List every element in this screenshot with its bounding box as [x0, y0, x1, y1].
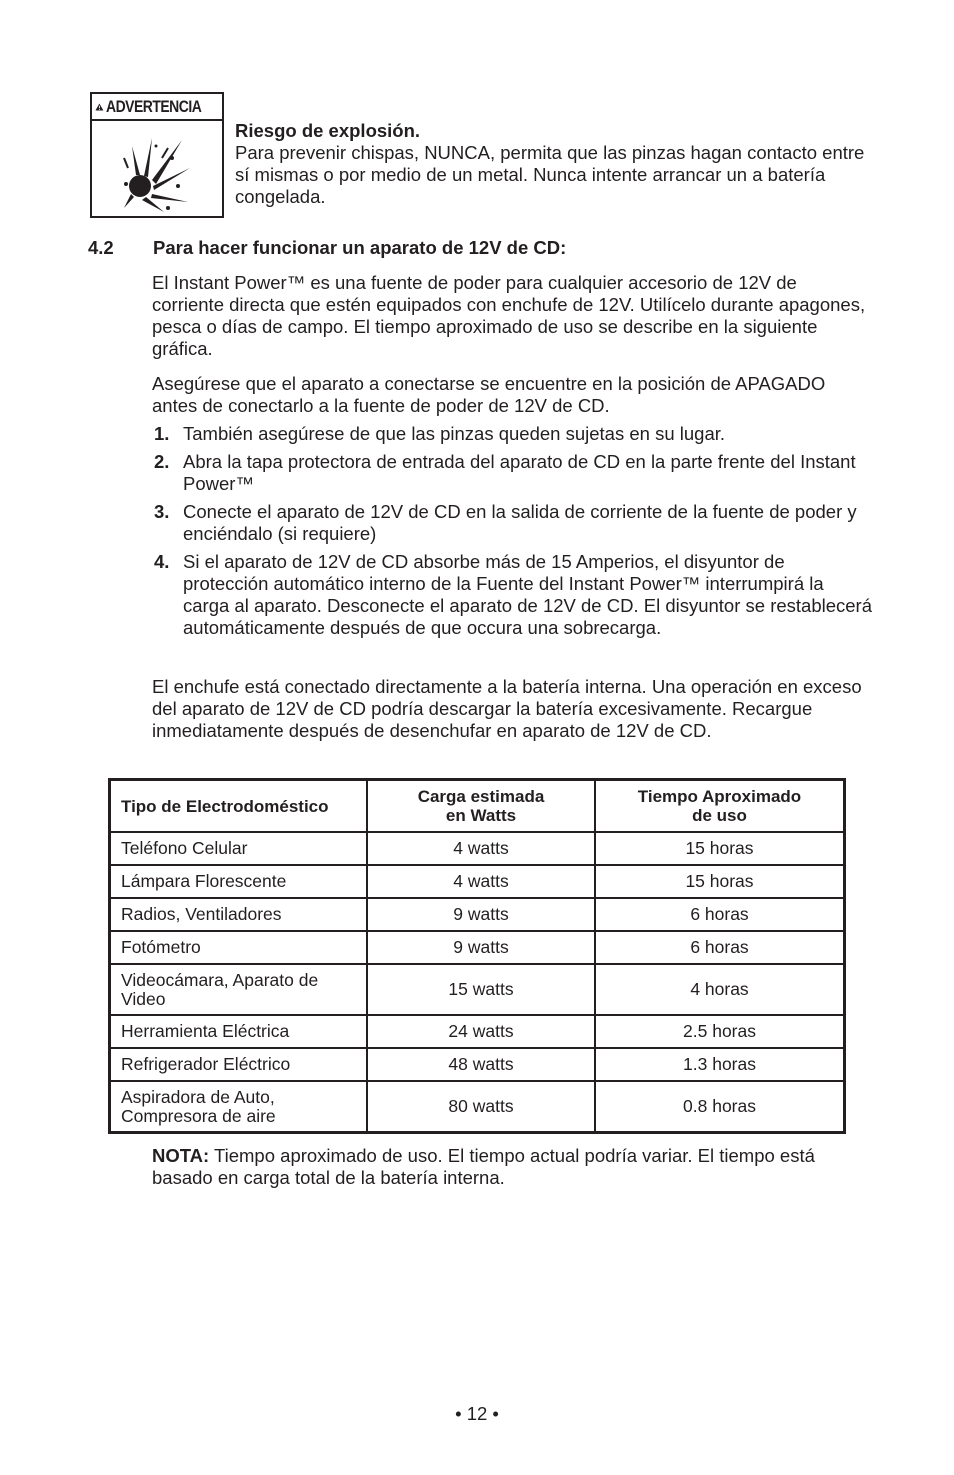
closing-paragraph: El enchufe está conectado directamente a la batería interna. Una operación en exceso del aparato de 12V de CD podría descargar la batería excesivamente. Recargue inmediatamente después de desenchufar en aparato de 12V de CD. — [152, 676, 862, 741]
warning-title: Riesgo de explosión. — [235, 120, 421, 141]
cell-time: 6 horas — [595, 931, 845, 964]
warning-body: Para prevenir chispas, NUNCA, permita que las pinzas hagan contacto entre sí mismas o por medio de un metal. Nunca intente arrancar un a batería congelada. — [235, 142, 865, 207]
cell-appliance: Refrigerador Eléctrico — [110, 1048, 368, 1081]
step-number: 3. — [154, 501, 170, 522]
cell-watts: 80 watts — [367, 1081, 595, 1133]
cell-watts: 24 watts — [367, 1015, 595, 1048]
table-header-row — [110, 780, 845, 833]
step-text: Conecte el aparato de 12V de CD en la salida de corriente de la fuente de poder y enciéndalo (si requiere) — [183, 501, 857, 544]
table-row — [110, 898, 845, 931]
section-number: 4.2 — [88, 237, 114, 258]
list-item — [152, 551, 872, 639]
step-number: 4. — [154, 551, 170, 572]
section-title: Para hacer funcionar un aparato de 12V de CD: — [153, 237, 567, 258]
step-text: Abra la tapa protectora de entrada del aparato de CD en la parte frente del Instant Power™ — [183, 451, 856, 494]
off-position-paragraph: Asegúrese que el aparato a conectarse se encuentre en la posición de APAGADO antes de conectarlo a la fuente de poder de 12V de CD. — [152, 373, 826, 416]
cell-time: 6 horas — [595, 898, 845, 931]
cell-appliance: Fotómetro — [110, 931, 368, 964]
usage-table — [108, 778, 846, 1134]
warning-triangle-icon — [95, 98, 104, 116]
step-text: También asegúrese de que las pinzas queden sujetas en su lugar. — [183, 423, 726, 444]
cell-appliance: Teléfono Celular — [110, 832, 368, 865]
table-row — [110, 865, 845, 898]
list-item — [152, 451, 872, 495]
cell-appliance: Aspiradora de Auto, Compresora de aire — [110, 1081, 368, 1133]
header-time: Tiempo Aproximado de uso — [595, 780, 845, 833]
cell-watts: 4 watts — [367, 865, 595, 898]
table-row — [110, 931, 845, 964]
table-row — [110, 1048, 845, 1081]
cell-time: 0.8 horas — [595, 1081, 845, 1133]
intro-paragraph: El Instant Power™ es una fuente de poder para cualquier accesorio de 12V de corriente directa que estén equipados con enchufe de 12V. Utilícelo durante apagones, pesca o días de campo. El tiempo aproximado de uso se describe en la siguiente gráfica. — [152, 272, 866, 359]
warning-label: ADVERTENCIA — [105, 96, 202, 116]
cell-watts: 9 watts — [367, 931, 595, 964]
cell-appliance: Radios, Ventiladores — [110, 898, 368, 931]
explosion-icon — [122, 128, 192, 214]
cell-time: 15 horas — [595, 865, 845, 898]
list-item — [152, 423, 872, 445]
cell-appliance: Videocámara, Aparato de Video — [110, 964, 368, 1015]
cell-appliance: Herramienta Eléctrica — [110, 1015, 368, 1048]
note-text: Tiempo aproximado de uso. El tiempo actual podría variar. El tiempo está basado en carga total de la batería interna. — [152, 1145, 815, 1188]
steps-list — [152, 423, 872, 645]
cell-time: 1.3 horas — [595, 1048, 845, 1081]
table-row — [110, 1081, 845, 1133]
note — [152, 1145, 862, 1189]
step-number: 2. — [154, 451, 170, 472]
section-heading — [88, 237, 566, 259]
list-item — [152, 501, 872, 545]
cell-time: 4 horas — [595, 964, 845, 1015]
warning-header — [92, 94, 222, 121]
header-watts: Carga estimada en Watts — [367, 780, 595, 833]
warning-text — [235, 120, 875, 208]
cell-watts: 9 watts — [367, 898, 595, 931]
cell-time: 15 horas — [595, 832, 845, 865]
table-row — [110, 964, 845, 1015]
page-number: • 12 • — [455, 1403, 499, 1424]
cell-appliance: Lámpara Florescente — [110, 865, 368, 898]
warning-box — [90, 92, 224, 218]
cell-time: 2.5 horas — [595, 1015, 845, 1048]
step-number: 1. — [154, 423, 170, 444]
cell-watts: 4 watts — [367, 832, 595, 865]
table-row — [110, 832, 845, 865]
table-row — [110, 1015, 845, 1048]
header-appliance: Tipo de Electrodoméstico — [110, 780, 368, 833]
note-label: NOTA: — [152, 1145, 210, 1166]
step-text: Si el aparato de 12V de CD absorbe más de 15 Amperios, el disyuntor de protección automático interno de la Fuente del Instant Power™ interrumpirá la carga al aparato. Desconecte el aparato de 12V de CD. El disyuntor se restablecerá automáticamente después de que occura una sobrecarga. — [183, 551, 873, 638]
cell-watts: 48 watts — [367, 1048, 595, 1081]
cell-watts: 15 watts — [367, 964, 595, 1015]
